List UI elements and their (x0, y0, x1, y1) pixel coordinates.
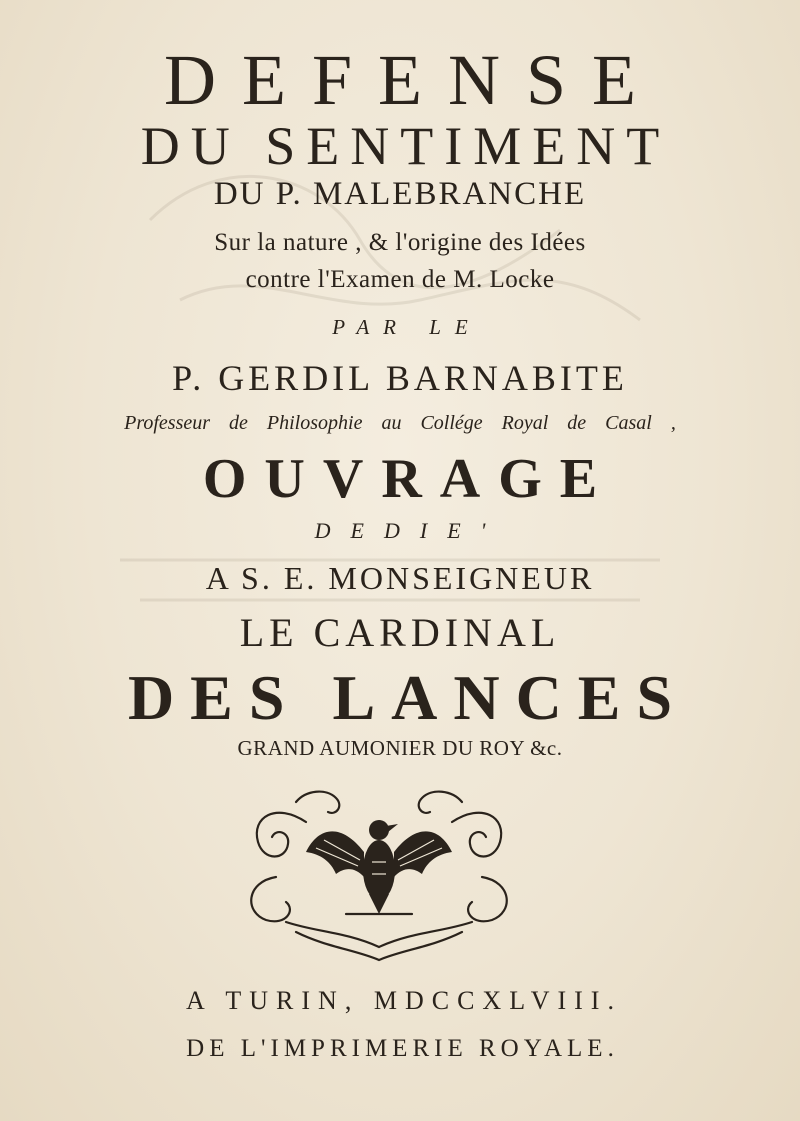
subject-line-1: Sur la nature , & l'origine des Idées (214, 229, 586, 256)
dedicatee-line-4: GRAND AUMONIER DU ROY &c. (237, 736, 563, 760)
byline-par-le: PAR LE (332, 315, 482, 339)
imprint-place-date: A TURIN, MDCCXLVIII. (186, 986, 622, 1015)
dedie-line: DEDIE' (314, 518, 506, 543)
author-name: P. GERDIL BARNABITE (172, 358, 628, 398)
title-line-malebranche: DU P. MALEBRANCHE (213, 176, 587, 212)
title-line-defense: DEFENSE (163, 40, 663, 120)
subject-line-2: contre l'Examen de M. Locke (245, 266, 555, 293)
dedicatee-line-1: A S. E. MONSEIGNEUR (205, 560, 595, 596)
title-line-sentiment: DU SENTIMENT (140, 116, 671, 176)
imprint-printer: DE L'IMPRIMERIE ROYALE. (186, 1035, 619, 1062)
dedicatee-line-2: LE CARDINAL (239, 610, 561, 655)
dedicatee-line-3: DES LANCES (127, 662, 689, 733)
eagle-coat-of-arms-icon (236, 782, 522, 962)
ouvrage-heading: OUVRAGE (202, 448, 616, 510)
author-title: Professeur de Philosophie au Collége Royal de Casal , (124, 412, 676, 434)
